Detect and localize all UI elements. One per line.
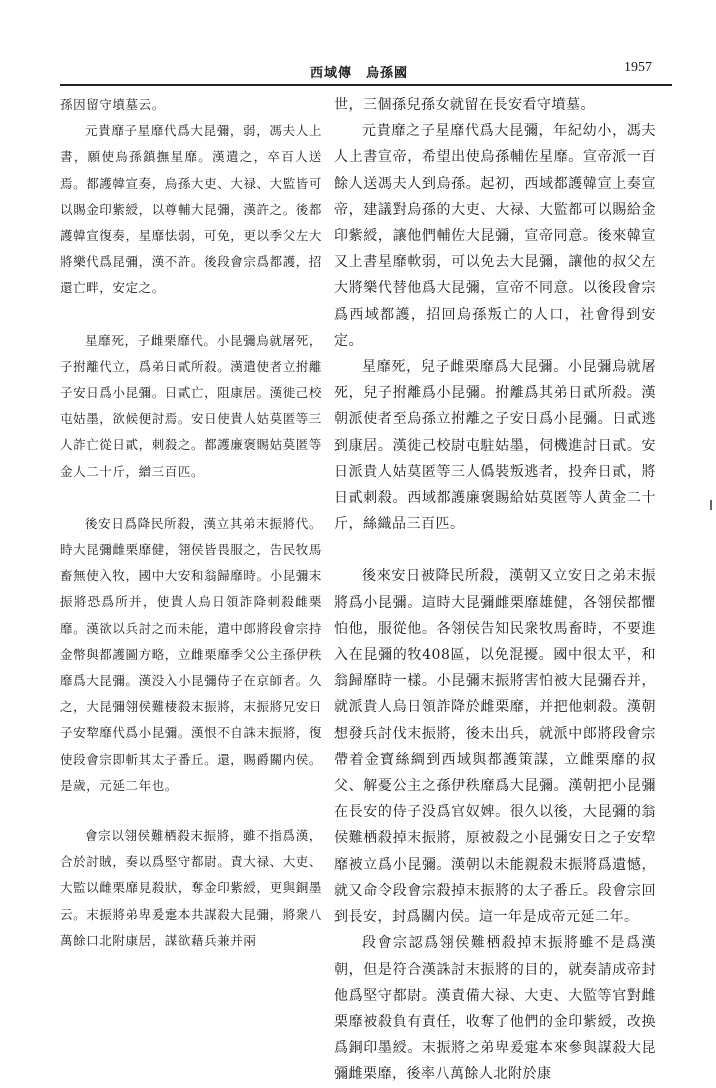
translation-paragraph: 段會宗認爲翎侯難栖殺掉末振將雖不是爲漢朝，但是符合漢誅討末振將的目的，就奏請成帝封他爲堅守都尉。漢責備大禄、大吏、大監等官對雌栗靡被殺負有責任，收奪了他們的金印紫綬，改换爲銅印墨綬。末振將之弟卑爰疐本來參與謀殺大昆彌雌栗靡，後率八萬餘人北附於康 [334,935,656,1083]
classical-text-column [60,92,322,954]
scan-edge-mark [710,500,712,510]
classical-paragraph: 孫因留守墳墓云。 [60,97,165,112]
classical-paragraph: 後安日爲降民所殺，漢立其弟末振將代。時大昆彌雌栗靡健，翎侯皆畏服之，告民牧馬畜無使入牧，國中大安和翁歸靡時。小昆彌末振將恐爲所并，使貴人烏日領詐降刺殺雌栗靡。漢欲以兵討之而未能，遣中郎將段會宗持金幣與都護圖方略，立雌栗靡季父公主孫伊秩靡爲大昆彌。漢没入小昆彌侍子在京師者。久之，大昆彌翎侯難棲殺末振將，末振將兄安日子安犂靡代爲小昆彌。漢恨不自誅末振將，復使段會宗即斬其太子番丘。還，賜爵關内侯。是歲，元延二年也。 [60,515,323,793]
translation-paragraph: 世，三個孫兒孫女就留在長安看守墳墓。 [334,97,595,113]
header-rule [60,84,672,86]
translation-paragraph: 元貴靡之子星靡代爲大昆彌，年紀幼小，馮夫人上書宣帝，希望出使烏孫輔佐星靡。宣帝派一百餘人送馮夫人到烏孫。起初，西域都護韓宣上奏宣帝，建議對烏孫的大吏、大禄、大監都可以賜給金印紫綬，讓他們輔佐大昆彌，宣帝同意。後來韓宣又上書星靡軟弱，可以免去大昆彌，讓他的叔父左大將樂代替他爲大昆彌，宣帝不同意。以後段會宗爲西域都護，招回烏孫叛亡的人口，社會得到安定。 [334,123,656,349]
page-header [60,60,676,86]
running-title: 西域傳 烏孫國 [310,66,409,81]
page-number: 1957 [624,60,652,75]
classical-paragraph: 會宗以翎侯難栖殺末振將，雖不指爲漢，合於討賊，奏以爲堅守都尉。責大禄、大吏、大監以雌栗靡見殺狀，奪金印紫綬，更與銅墨云。末振將弟卑爰疐本共謀殺大昆彌，將衆八萬餘口北附康居，謀欲藉兵兼并兩 [60,828,323,948]
translation-paragraph: 星靡死，兒子雌栗靡爲大昆彌。小昆彌烏就屠死，兒子拊離爲小昆彌。拊離爲其弟日貳所殺。漢朝派使者至烏孫立拊離之子安日爲小昆彌。日貳逃到康居。漢徙己校尉屯駐姑墨，伺機進討日貳。安日派貴人姑莫匿等三人僞裝叛逃者，投奔日貳，將日貳刺殺。西域都護廉褒賜給姑莫匿等人黄金二十斤，絲織品三百匹。 [334,359,656,533]
translation-column [334,92,656,1088]
classical-paragraph: 元貴靡子星靡代爲大昆彌，弱，馮夫人上書，願使烏孫鎮撫星靡。漢遣之，卒百人送焉。都護韓宣奏，烏孫大吏、大禄、大監皆可以賜金印紫綬，以尊輔大昆彌，漢許之。後都護韓宣復奏，星靡怯弱，可免，更以季父左大將樂代爲昆彌，漢不許。後段會宗爲都護，招還亡畔，安定之。 [60,123,323,296]
classical-paragraph: 星靡死，子雌栗靡代。小昆彌烏就屠死，子拊離代立，爲弟日貳所殺。漢遣使者立拊離子安日爲小昆彌。日貳亡，阻康居。漢徙己校屯姑墨，欲候便討焉。安日使貴人姑莫匿等三人詐亡從日貳，刺殺之。都護廉褒賜姑莫匿等金人二十斤，繒三百匹。 [60,332,323,479]
translation-paragraph: 後來安日被降民所殺，漢朝又立安日之弟末振將爲小昆彌。這時大昆彌雌栗靡雄健，各翎侯都懼怕他，服從他。各翎侯告知民衆牧馬畜時，不要進入在昆彌的牧408區，以免混擾。國中很太平，和翁歸靡時一樣。小昆彌末振將害怕被大昆彌吞并，就派貴人烏日領詐降於雌栗靡，并把他刺殺。漢朝想發兵討伐末振將，後未出兵，就派中郎將段會宗帶着金寶絲綢到西域與都護策謀，立雌栗靡的叔父、解憂公主之孫伊秩靡爲大昆彌。漢朝把小昆彌在長安的侍子没爲官奴婢。很久以後，大昆彌的翁侯難栖殺掉末振將，原被殺之小昆彌安日之子安犂靡被立爲小昆彌。漢朝以未能親殺末振將爲遺憾，就又命令段會宗殺掉末振將的太子番丘。段會宗回到長安，封爲關内侯。這一年是成帝元延二年。 [334,568,656,926]
